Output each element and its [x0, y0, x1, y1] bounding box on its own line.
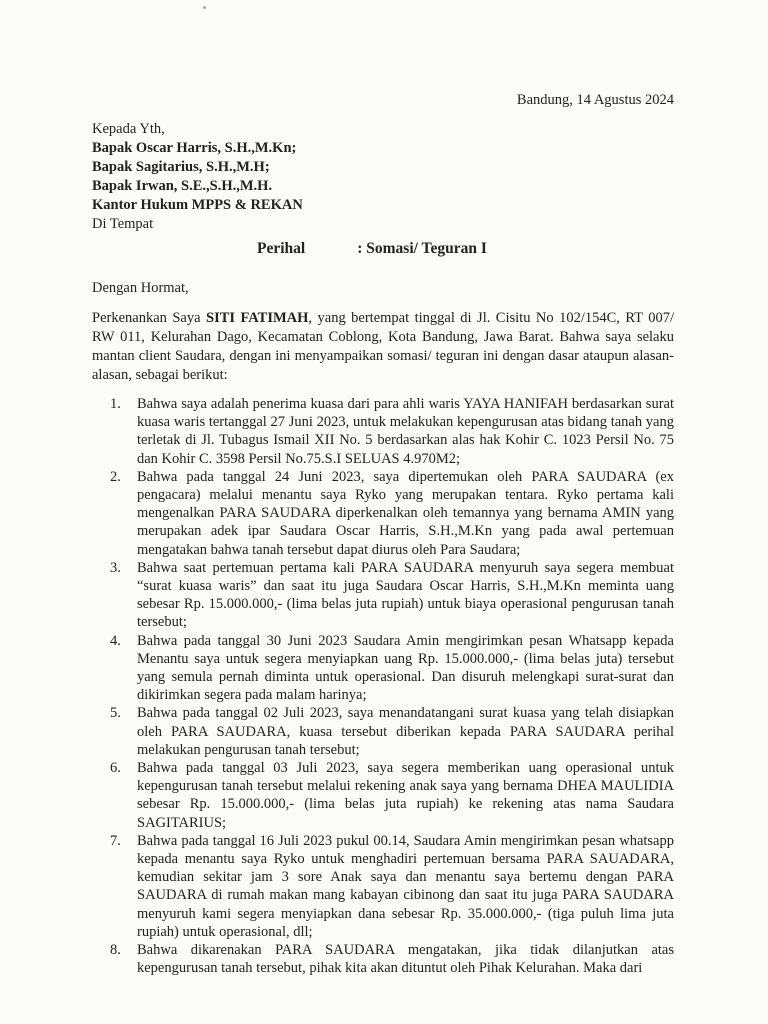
- item-number: 4.: [110, 632, 121, 649]
- recipient-location: Di Tempat: [92, 216, 154, 232]
- item-text: Bahwa pada tanggal 24 Juni 2023, saya dipertemukan oleh PARA SAUDARA (ex pengacara) melalui menantu saya Ryko yang merupakan tentara. Ryko pertama kali mengenalkan PARA SAUDARA diperkenalkan oleh temannya yang bernama AMIN yang merupakan adek ipar Saudara Oscar Harris, S.H.,M.Kn yang pada awal pertemuan mengatakan bahwa tanah tersebut dapat diurus oleh Para Saudara;: [137, 468, 674, 558]
- salutation: Dengan Hormat,: [92, 280, 189, 296]
- subject-label: Perihal: [257, 240, 306, 257]
- item-number: 7.: [110, 832, 121, 849]
- item-text: Bahwa saya adalah penerima kuasa dari para ahli waris YAYA HANIFAH berdasarkan surat kuasa waris tertanggal 27 Juni 2023, untuk melakukan kepengurusan atas bidang tanah yang terletak di Jl. Tubagus Ismail XII No. 5 berdasarkan alas hak Kohir C. 1023 Persil No. 75 dan Kohir C. 3598 Persil No.75.S.I SELUAS 4.970M2;: [137, 396, 674, 467]
- list-item: [92, 759, 674, 832]
- scan-speck: [203, 6, 206, 9]
- recipient-office: Kantor Hukum MPPS & REKAN: [92, 197, 303, 213]
- item-number: 2.: [110, 468, 121, 485]
- recipient-greeting: Kepada Yth,: [92, 121, 165, 137]
- item-number: 3.: [110, 559, 121, 576]
- list-item: [92, 559, 674, 632]
- item-text: Bahwa pada tanggal 30 Juni 2023 Saudara Amin mengirimkan pesan Whatsapp kepada Menantu saya untuk segera menyiapkan uang Rp. 15.000.000,- (lima belas juta) tersebut yang semula pernah diminta untuk operasional. Dan disuruh melengkapi surat-surat dan dikirimkan segera pada malam harinya;: [137, 632, 674, 704]
- item-text: Bahwa saat pertemuan pertama kali PARA SAUDARA menyuruh saya segera membuat “surat kuasa waris” dan saat itu juga Saudara Oscar Harris, S.H.,M.Kn meminta uang sebesar Rp. 15.000.000,- (lima belas juta rupiah) untuk biaya operasional pengurusan tanah tersebut;: [137, 559, 674, 631]
- item-number: 6.: [110, 760, 121, 777]
- item-text: Bahwa pada tanggal 16 Juli 2023 pukul 00.14, Saudara Amin mengirimkan pesan whatsapp kepada menantu saya Ryko untuk menghadiri pertemuan bersama PARA SAUADARA, kemudian sekitar jam 3 sore Anak saya dan menantu saya bertemu dengan PARA SAUDARA di rumah makan mang kabayan cibinong dan saat itu juga PARA SAUDARA menyuruh kami segera menyiapkan dana sebesar Rp. 35.000.000,- (tiga puluh lima juta rupiah) untuk operasional, dll;: [137, 832, 674, 940]
- points-list: [92, 395, 674, 978]
- intro-paragraph: [92, 309, 674, 385]
- recipient-block: [92, 120, 303, 234]
- list-item: [92, 704, 674, 759]
- list-item: [92, 832, 674, 941]
- subject-line: [257, 240, 487, 258]
- recipient-name: Bapak Oscar Harris, S.H.,M.Kn;: [92, 140, 297, 156]
- item-text: Bahwa pada tanggal 03 Juli 2023, saya segera memberikan uang operasional untuk kepengurusan tanah tersebut melalui rekening anak saya yang bernama DHEA MAULIDIA sebesar Rp. 15.000.000,- (lima belas juta rupiah) ke rekening atas nama Saudara SAGITARIUS;: [137, 760, 674, 831]
- item-number: 1.: [110, 396, 121, 412]
- item-text: Bahwa dikarenakan PARA SAUDARA mengatakan, jika tidak dilanjutkan atas kepengurusan tanah tersebut, pihak kita akan dituntut oleh Pihak Kelurahan. Maka dari: [137, 942, 674, 977]
- item-text: Bahwa pada tanggal 02 Juli 2023, saya menandatangani surat kuasa yang telah disiapkan oleh PARA SAUDARA, kuasa tersebut diberikan kepada PARA SAUDARA perihal melakukan pengurusan tanah tersebut;: [137, 705, 674, 758]
- item-number: 5.: [110, 705, 121, 722]
- list-item: [92, 941, 674, 977]
- list-item: [92, 632, 674, 705]
- list-item: [92, 468, 674, 559]
- sender-name: SITI FATIMAH: [206, 310, 309, 326]
- letter-date: Bandung, 14 Agustus 2024: [516, 92, 674, 108]
- intro-text-rest: , yang bertempat tinggal di Jl. Cisitu No 102/154C, RT 007/ RW 011, Kelurahan Dago, Kecamatan Coblong, Kota Bandung, Jawa Barat. Bahwa saya selaku mantan client Saudara, dengan ini menyampaikan somasi/ teguran ini dengan dasar ataupun alasan-alasan, sebagai berikut:: [92, 310, 675, 383]
- subject-value: : Somasi/ Teguran I: [357, 240, 487, 257]
- item-number: 8.: [110, 942, 121, 959]
- list-item: [92, 395, 674, 468]
- recipient-name: Bapak Sagitarius, S.H.,M.H;: [92, 159, 270, 175]
- recipient-name: Bapak Irwan, S.E.,S.H.,M.H.: [92, 178, 273, 194]
- intro-text-start: Perkenankan Saya: [92, 310, 206, 326]
